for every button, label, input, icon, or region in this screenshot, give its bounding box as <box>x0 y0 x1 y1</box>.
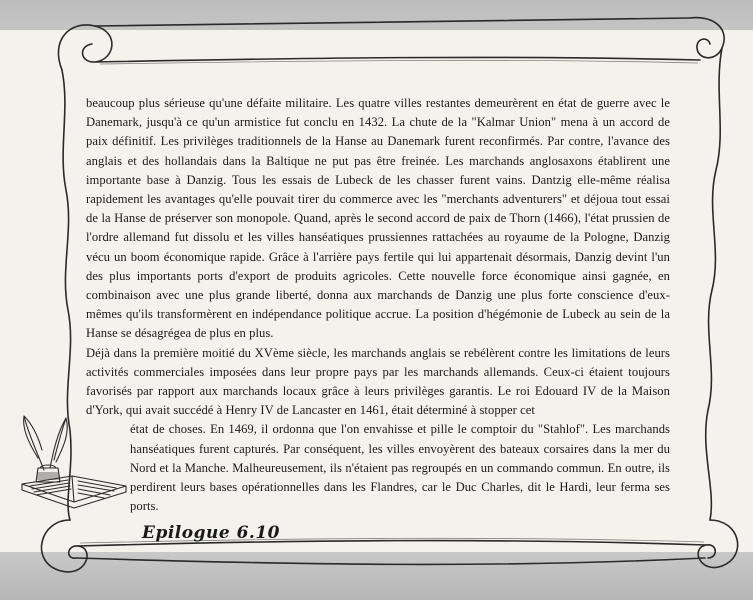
paragraph-3: état de choses. En 1469, il ordonna que l'on envahisse et pille le comptoir du "Stahlof". Les marchands hanséatiques furent capturés. Par conséquent, les villes envoyèrent des bateaux corsaires dans la mer du Nord et la Manche. Malheureusement, ils n'étaient pas regroupés en un commando commun. En outre, ils perdirent leurs bases opérationnelles dans les Flandres, car le Duc Charles, dit le Hardi, leur ferma ses ports. <box>130 422 670 514</box>
paragraph-2: Déjà dans la première moitié du XVème siècle, les marchands anglais se rebélèrent contre les limitations de leurs activités commerciales imposées dans leur propre pays par les marchands allemands. Ceux-ci étaient toujours favorisés par rapport aux marchands locaux grâce à leurs privilèges garantis. Le roi Edouard IV de la Maison d'York, qui avait succédé à Henry IV de Lancaster en 1461, était déterminé à stopper cet <box>86 345 670 418</box>
paragraph-1: beaucoup plus sérieuse qu'une défaite militaire. Les quatre villes restantes demeurèrent en état de guerre avec le Danemark, jusqu'à ce qu'un armistice fut conclu en 1432. La chute de la "Kalmar Union" mena à un accord de paix définitif. Les privilèges traditionnels de la Hanse au Danemark furent reconfirmés. Par contre, l'avance des anglais et des hollandais dans la Baltique ne put pas être freinée. Les marchands anglosaxons établirent une importante base à Danzig. Tous les essais de Lubeck de les chasser furent vains. Dantzig elle-même réalisa rapidement les avantages qu'elle pouvait tirer du commerce avec les "merchants adventurers" et déjoua tout essai de la Hanse de préserver son monopole. Quand, après le second accord de paix de Thorn (1466), l'état prussien de l'ordre allemand fut dissolu et les villes hanséatiques prussiennes rattachées au royaume de la Pologne, Danzig vécu un boom économique rapide. Grâce à l'arrière pays fertile qui lui appartenait désormais, Danzig devint l'un des plus importants ports d'export de produits agricoles. Cette nouvelle force économique ainsi gagnée, en combinaison avec une plus grande liberté, donna aux marchands de Danzig une plus forte conscience d'eux-mêmes qu'ils transformèrent en indépendance politique accrue. La position d'hégémonie de Lubeck au sein de la Hanse se désagrégea de plus en plus. <box>86 96 670 341</box>
footer-label: Epilogue 6.10 <box>142 523 280 543</box>
body-text <box>86 94 670 516</box>
